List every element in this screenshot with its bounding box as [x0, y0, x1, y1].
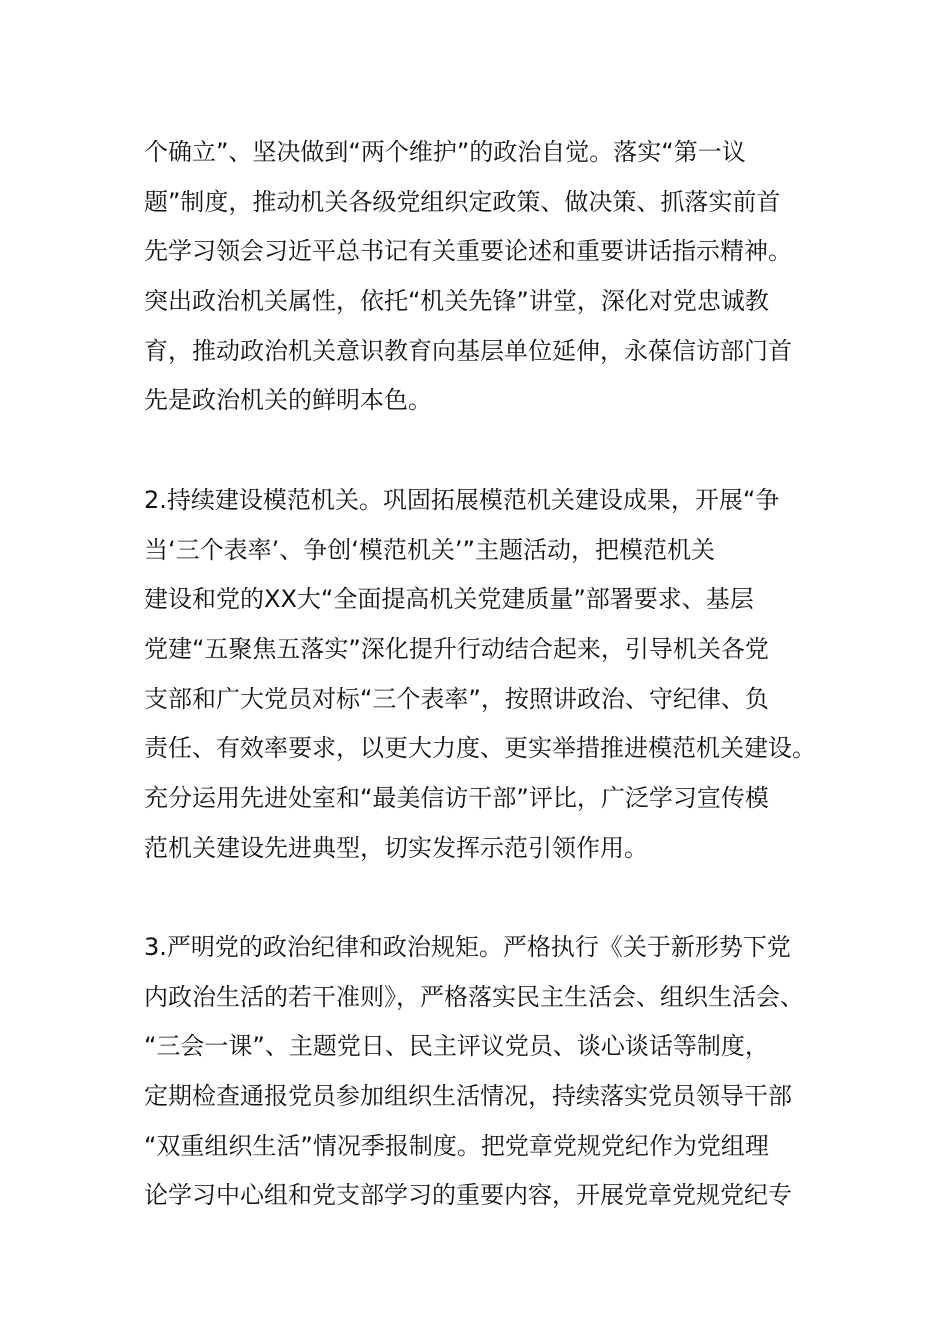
text-line: 充分运用先进处室和“最美信访干部”评比，广泛学习宣传模 — [144, 783, 769, 812]
text-line: 先学习领会习近平总书记有关重要论述和重要讲话指示精神。 — [144, 237, 792, 266]
text-line: “双重组织生活”情况季报制度。把党章党规党纪作为党组理 — [144, 1131, 769, 1160]
text-line: 2.持续建设模范机关。巩固拓展模范机关建设成果，开展“争 — [144, 485, 780, 514]
text-line: 支部和广大党员对标“三个表率”，按照讲政治、守纪律、负 — [144, 684, 769, 713]
text-line: 先是政治机关的鲜明本色。 — [144, 386, 432, 415]
text-line: 内政治生活的若干准则》，严格落实民主生活会、组织生活会、 — [144, 982, 804, 1011]
paragraph-2 — [144, 476, 844, 874]
text-line: 党建“五聚焦五落实”深化提升行动结合起来，引导机关各党 — [144, 634, 769, 663]
text-line: 3.严明党的政治纪律和政治规矩。严格执行《关于新形势下党 — [144, 933, 791, 961]
paragraph-1 — [144, 128, 844, 426]
paragraph-3 — [144, 923, 844, 1221]
text-line: 育，推动政治机关意识教育向基层单位延伸，永葆信访部门首 — [144, 336, 792, 365]
text-line: 题”制度，推动机关各级党组织定政策、做决策、抓落实前首 — [144, 187, 781, 216]
text-line: 范机关建设先进典型，切实发挥示范引领作用。 — [144, 833, 648, 862]
text-line: 突出政治机关属性，依托“机关先锋”讲堂，深化对党忠诚教 — [144, 287, 769, 316]
text-line: 责任、有效率要求，以更大力度、更实举措推进模范机关建设。 — [144, 734, 816, 763]
text-line: 定期检查通报党员参加组织生活情况，持续落实党员领导干部 — [144, 1082, 792, 1111]
text-line: 个确立”、坚决做到“两个维护”的政治自觉。落实“第一议 — [144, 138, 746, 166]
text-line: 建设和党的XX大“全面提高机关党建质量”部署要求、基层 — [144, 585, 754, 614]
text-line: 当‘三个表率’、争创‘模范机关’”主题活动，把模范机关 — [144, 535, 715, 564]
text-line: “三会一课”、主题党日、民主评议党员、谈心谈话等制度， — [144, 1032, 769, 1061]
document-body — [144, 128, 844, 1221]
paragraph-spacer — [144, 873, 844, 923]
text-line: 论学习中心组和党支部学习的重要内容，开展党章党规党纪专 — [144, 1181, 792, 1210]
paragraph-spacer — [144, 426, 844, 476]
